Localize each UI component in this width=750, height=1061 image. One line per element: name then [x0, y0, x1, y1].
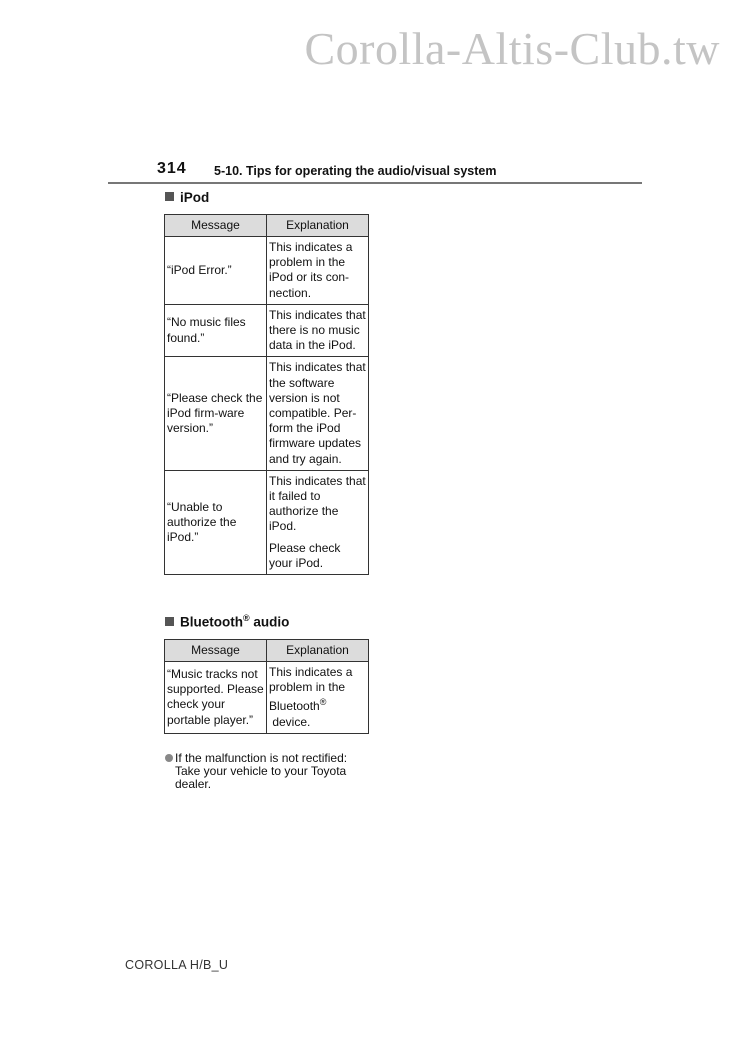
registered-mark: ® [319, 697, 327, 708]
explanation-text: This indicates that it failed to authorize the iPod. [269, 473, 366, 534]
explanation-cell [267, 304, 369, 357]
table-header-row [165, 640, 369, 662]
footer-code: COROLLA H/B_U [125, 958, 229, 972]
header-rule [108, 182, 642, 184]
bluetooth-section-title [165, 613, 289, 630]
table-row [165, 237, 369, 305]
circle-bullet-icon [165, 754, 173, 762]
table-row [165, 304, 369, 357]
explanation-text: This indicates that there is no music data in the iPod. [269, 307, 366, 353]
malfunction-note [165, 752, 375, 790]
explanation-text: This indicates a problem in the Bluetooth [269, 665, 353, 714]
watermark: Corolla-Altis-Club.tw [304, 23, 720, 74]
message-cell: “No music files found.” [165, 304, 267, 357]
note-line [165, 752, 375, 765]
ipod-title-text: iPod [180, 190, 210, 205]
explanation-text: This indicates a problem in the iPod or its con-nection. [269, 240, 353, 300]
column-header-explanation: Explanation [267, 215, 369, 237]
chapter-title: 5-10. Tips for operating the audio/visual system [214, 164, 497, 178]
message-cell: “Unable to authorize the iPod.” [165, 470, 267, 574]
explanation-cell [267, 470, 369, 574]
explanation-suffix: device. [269, 714, 311, 729]
column-header-message: Message [165, 640, 267, 662]
table-row [165, 357, 369, 470]
square-bullet-icon [165, 617, 174, 626]
explanation-text: Please check your iPod. [269, 540, 341, 570]
explanation-cell [267, 237, 369, 305]
bluetooth-message-table [164, 639, 369, 734]
table-row [165, 662, 369, 734]
explanation-text: This indicates that the software version is not compatible. Per-form the iPod firmware updates and try again. [269, 360, 366, 466]
page-header [0, 160, 750, 186]
note-text: If the malfunction is not rectified: [175, 751, 348, 765]
table-row [165, 470, 369, 574]
message-cell: “iPod Error.” [165, 237, 267, 305]
note-line: Take your vehicle to your Toyota dealer. [175, 763, 347, 791]
explanation-cell [267, 357, 369, 470]
table-header-row [165, 215, 369, 237]
bluetooth-title-text: Bluetooth [180, 614, 243, 630]
square-bullet-icon [165, 192, 174, 201]
page-number: 314 [157, 160, 187, 177]
registered-mark: ® [243, 613, 250, 623]
message-cell: “Music tracks not supported. Please check your portable player.” [165, 662, 267, 734]
column-header-message: Message [165, 215, 267, 237]
bluetooth-title-suffix: audio [249, 614, 290, 630]
ipod-message-table [164, 214, 369, 575]
ipod-section-title [165, 190, 209, 205]
explanation-cell [267, 662, 369, 734]
message-cell: “Please check the iPod firm-ware version.” [165, 357, 267, 470]
column-header-explanation: Explanation [267, 640, 369, 662]
